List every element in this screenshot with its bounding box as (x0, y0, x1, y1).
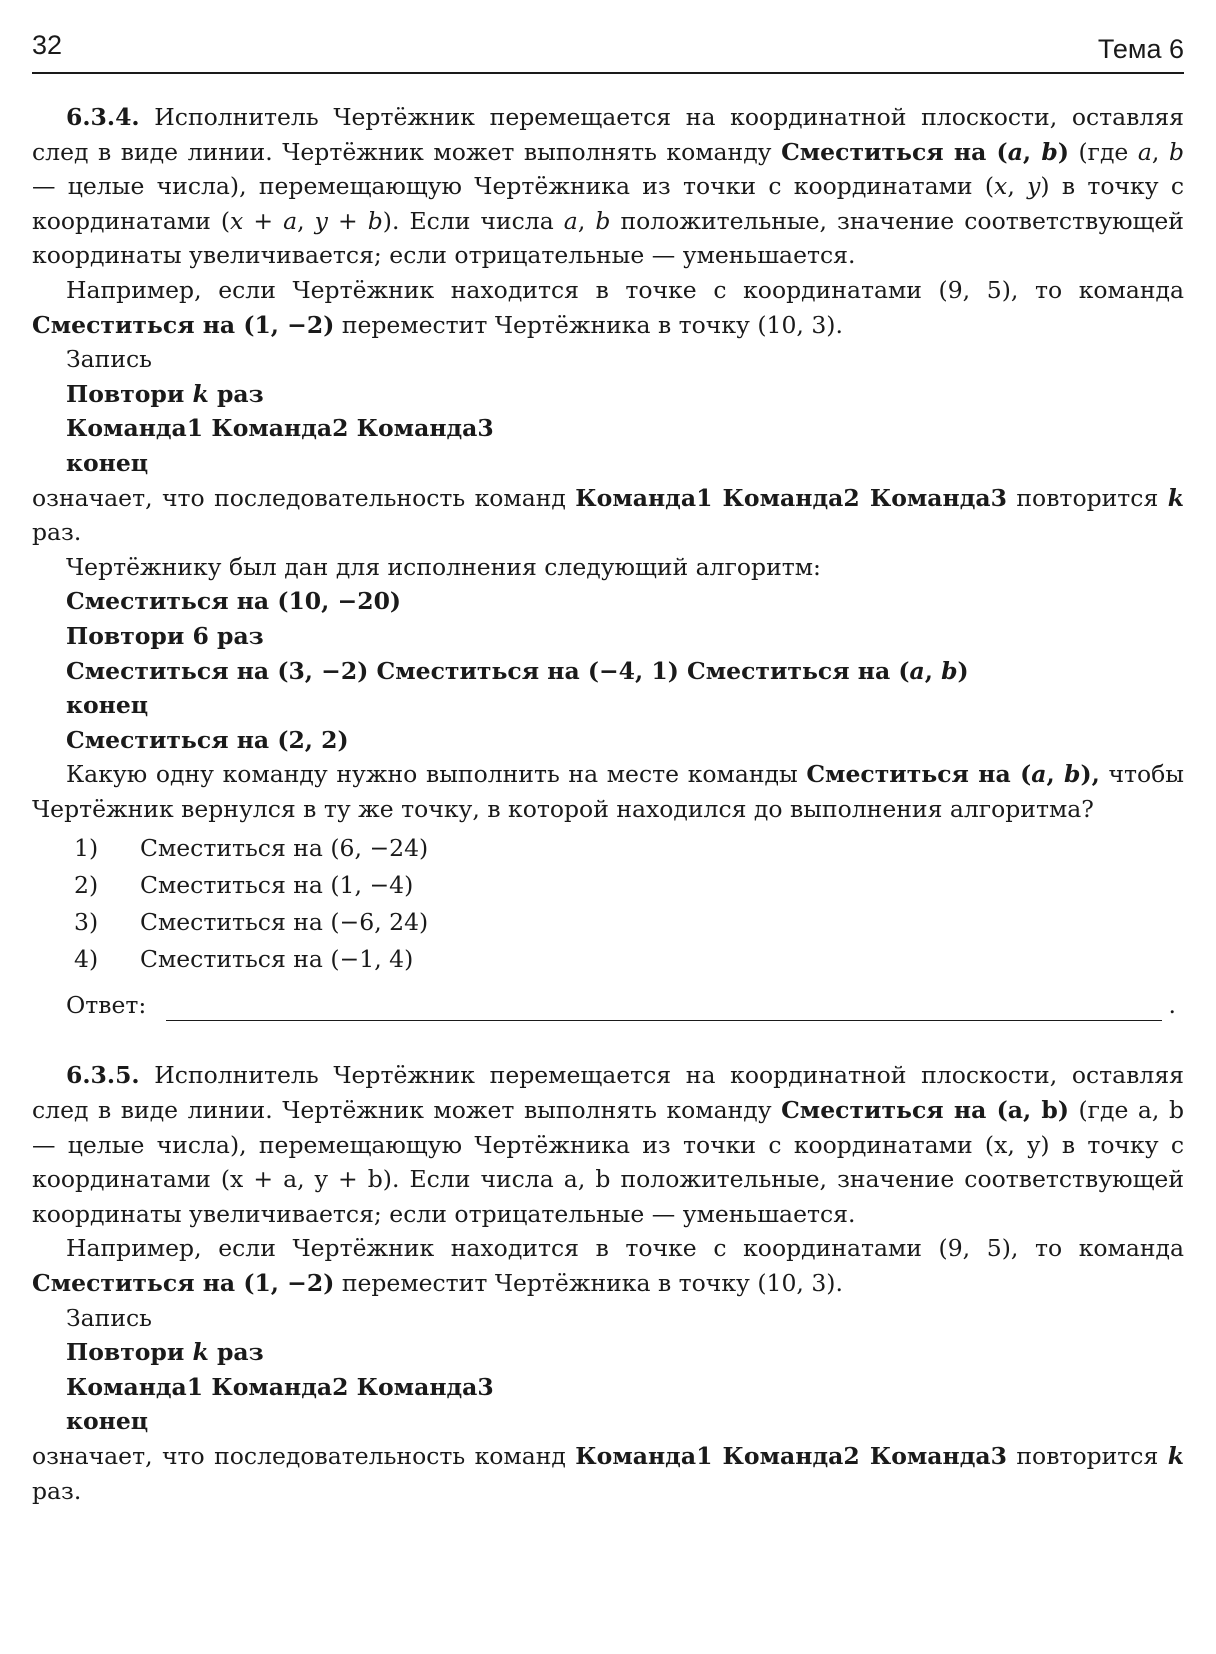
algorithm-line-2: Повтори 6 раз (66, 621, 264, 650)
commands-line: Команда1 Команда2 Команда3 (66, 1372, 494, 1401)
answer-label: Ответ: (66, 991, 147, 1020)
task-6-3-4-intro: 6.3.4. Исполнитель Чертёжник перемещается на координатной плоскости, оставляя след в виде линии. Чертёжник может выполнять команду Сместиться на (a, b) (где a, b — целые числа), перемещающую Чертёжника из точки с координатами (x, y) в точку с координатами (x + a, y + b). Если числа a, b положительные, значение соответствующей координаты увеличивается; если отрицательные — уменьшается. (32, 103, 1184, 270)
page-number: 32 (32, 30, 63, 60)
task-number: 6.3.4. (66, 103, 140, 131)
repeat-k-line: Повтори k раз (66, 379, 264, 408)
algorithm-line-3: Сместиться на (3, −2) Сместиться на (−4, 1) Сместиться на (a, b) (66, 656, 969, 685)
answer-option: 2) Сместиться на (1, −4) (74, 871, 414, 900)
end-line: конец (66, 1407, 149, 1436)
topic-title: Тема 6 (1097, 34, 1184, 64)
task-6-3-5-intro: 6.3.5. Исполнитель Чертёжник перемещается на координатной плоскости, оставляя след в виде линии. Чертёжник может выполнять команду Сместиться на (a, b) (где a, b — целые числа), перемещающую Чертёжника из точки с координатами (x, y) в точку с координатами (x + a, y + b). Если числа a, b положительные, значение соответствующей координаты увеличивается; если отрицательные — уменьшается. (32, 1061, 1184, 1228)
record-label: Запись (66, 1303, 152, 1332)
given-algorithm-label: Чертёжнику был дан для исполнения следующий алгоритм: (66, 552, 821, 581)
question-paragraph: Какую одну команду нужно выполнить на месте команды Сместиться на (a, b), чтобы Чертёжник вернулся в ту же точку, в которой находился до выполнения алгоритма? (32, 760, 1184, 823)
answer-options (32, 830, 1184, 978)
task-6-3-4-example: Например, если Чертёжник находится в точке с координатами (9, 5), то команда Сместиться на (1, −2) переместит Чертёжника в точку (10, 3). (32, 275, 1184, 339)
task-6-3-5-example: Например, если Чертёжник находится в точке с координатами (9, 5), то команда Сместиться на (1, −2) переместит Чертёжника в точку (10, 3). (32, 1234, 1184, 1298)
end-line: конец (66, 448, 149, 477)
answer-period: . (1168, 991, 1176, 1020)
repeat-k-line: Повтори k раз (66, 1338, 264, 1367)
algorithm-line-5: Сместиться на (2, 2) (66, 725, 349, 754)
task-number: 6.3.5. (66, 1061, 140, 1090)
answer-option: 1) Сместиться на (6, −24) (74, 834, 429, 863)
algorithm-line-4: конец (66, 691, 149, 720)
page-header (32, 22, 1184, 74)
page-content (32, 100, 1184, 1508)
answer-option: 3) Сместиться на (−6, 24) (74, 908, 429, 937)
means-paragraph: означает, что последовательность команд Команда1 Команда2 Команда3 повторится k раз. (32, 483, 1185, 547)
record-label: Запись (66, 345, 152, 374)
means-paragraph: означает, что последовательность команд Команда1 Команда2 Команда3 повторится k раз. (32, 1442, 1185, 1505)
commands-line: Команда1 Команда2 Команда3 (66, 414, 494, 443)
answer-field[interactable] (32, 988, 1184, 1028)
algorithm-line-1: Сместиться на (10, −20) (66, 587, 402, 616)
answer-line[interactable] (166, 1020, 1162, 1021)
answer-option: 4) Сместиться на (−1, 4) (74, 945, 414, 974)
